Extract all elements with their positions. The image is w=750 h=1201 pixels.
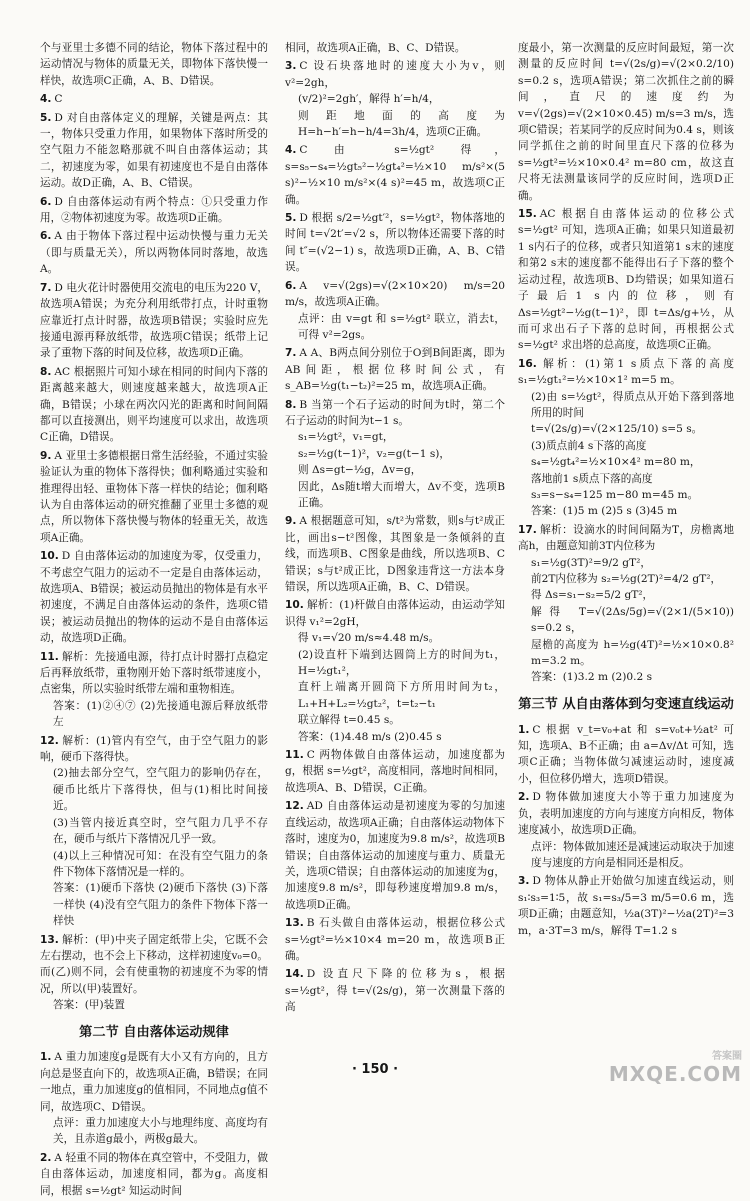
question-number: 11. [285,749,304,762]
answer-text: B 当第一个石子运动的时间为t时，第二个石子运动的时间为t−1 s。 [285,398,505,427]
answer-entry [285,345,505,394]
answer-entry [285,597,505,745]
answer-entry [40,448,268,546]
answer-text: 答案：(1)5 m (2)5 s (3)45 m [531,505,678,518]
answer-text: 点评：物体做加速还是减速运动取决于加速度与速度的方向是相同还是相反。 [531,840,734,869]
answer-text: A 重力加速度g是既有大小又有方向的，且方向总是竖直向下的，故选项A正确，B错误；在同一地点，重力加速度g的值相同，不同地点g值不同，故选项C、D错误。 [40,1051,268,1113]
question-number: 6. [40,230,52,243]
question-number: 16. [518,357,537,370]
answer-entry [40,932,268,1014]
answer-text: A 根据题意可知，s/t²为常数，则s与t²成正比，画出s−t²图像，其图象是一条倾斜的直线，而选项B、C图象是曲线，所以选项B、C错误；s与t²成正比，D图象违背这一方法本身错误，所以选项A正确，B、C、D错误。 [285,515,505,593]
answer-text: D 设直尺下降的位移为s，根据 s=½gt²，得 t=√(2s/g)，第一次测量下落的高 [285,968,505,1014]
answer-text: D 物体从静止开始做匀加速直线运动，则 s₁∶s₃=1∶5，故 s₁=s₃/5=3 m/5=0.6 m，选项D正确；由题意知，½a(3T)²−½a(2T)²=3 m，a·3T=3 m/s，解得 T=1.2 s [518,875,734,937]
answer-text: (3)质点前4 s下落的高度 [531,439,647,452]
answer-text: 则 Δs=gt−½g，Δv=g， [298,464,422,477]
answer-entry [40,194,268,227]
column-1 [40,40,268,1201]
answer-text: C 两物体做自由落体运动，加速度都为g，根据 s=½gt²，高度相同，落地时间相同，故选项A、B、D错误，C正确。 [285,749,505,794]
answer-text: 度最小，第一次测量的反应时间最短，第一次测量的反应时间 t=√(2s/g)=√(2×0.2/10) s=0.2 s，选项A错误；第二次抓住之前的瞬间，直尺的速度约为 v=√(2gs)=√(2×10×0.45) m/s=3 m/s，选项C错误；若某同学的反应时间为0.4 s，则该同学抓住之前的时间里直尺下落的位移为 s=½gt²=½×10×0.4² m=80 cm，故这直尺将无法测量该同学的反应时间，选项D正确。 [518,42,734,202]
answer-text: 点评：由 v=gt 和 s=½gt² 联立，消去t，可得 v²=2gs。 [298,312,505,341]
answer-text: D 根据 s/2=½gt′²，s=½gt²，物体落地的时间 t=√2t′=√2 s，所以物体还需要下落的时间 t″=(√2−1) s，故选项D正确，A、B、C错误。 [285,212,505,274]
answer-text: 点评：重力加速度大小与地理纬度、高度均有关，且赤道g最小，两极g最大。 [53,1117,268,1146]
question-number: 1. [518,723,530,736]
question-number: 9. [40,449,52,462]
answer-text: 解析：(1)第1 s质点下落的高度 s₁=½gt₁²=½×10×1² m=5 m。 [518,357,734,387]
answer-entry [40,364,268,446]
answer-entry [40,280,268,362]
column-2 [285,40,505,1018]
answer-text: 解析：(甲)中夹子固定纸带上尖，它既不会左右摆动，也不会上下移动，这样初速度v₀=0。而(乙)则不同，会有使重物的初速度不为零的情况，所以(甲)装置好。 [40,933,268,995]
answer-entry [518,722,734,788]
answer-text: 答案：(1)4.48 m/s (2)0.45 s [298,730,442,743]
question-number: 7. [285,347,297,360]
question-number: 5. [285,212,297,225]
question-number: 11. [40,650,59,663]
answer-text: A v=√(2gs)=√(2×10×20) m/s=20 m/s，故选项A正确。 [285,279,505,309]
answer-text: 解析：先接通电源，待打点计时器打点稳定后再释放纸带，重物刚开始下落时纸带速度小，点密集，所以实验时纸带左端和重物相连。 [40,650,268,696]
answer-entry [518,356,734,520]
column-3 [518,40,734,941]
answer-text: 相同，故选项A正确，B、C、D错误。 [285,42,466,54]
answer-text: s₄=½gt₄²=½×10×4² m=80 m， [531,456,701,469]
question-number: 4. [285,144,297,157]
answer-text: C 由 s=½gt² 得，s=s₅−s₄=½gt₅²−½gt₄²=½×10 m/s²×(5 s)²−½×10 m/s²×(4 s)²=45 m，故选项C正确。 [285,144,505,206]
answer-entry [285,966,505,1015]
answer-text: 联立解得 t=0.45 s。 [298,714,400,727]
question-number: 10. [285,599,304,612]
page-number: · 150 · [351,1062,399,1077]
question-number: 17. [518,523,537,536]
answer-entry [285,915,505,964]
question-number: 2. [40,1151,52,1164]
answer-text: 个与亚里士多德不同的结论，物体下落过程中的运动情况与物体的质量无关，即物体下落快慢一样快，故选项C正确，A、B、D错误。 [40,42,268,87]
question-number: 6. [40,195,52,208]
answer-entry [518,206,734,354]
answer-entry [40,91,268,107]
answer-entry [285,747,505,796]
answer-text: s₂=½g(t−1)²，v₂=g(t−1 s)， [298,447,451,460]
answer-text: AD 自由落体运动是初速度为零的匀加速直线运动，故选项A正确；自由落体运动物体下落时，速度为0，加速度为9.8 m/s²，故选项B错误；自由落体运动的加速度与重力、质量无关，选项C错误；自由落体运动的加速度为g，加速度9.8 m/s²，即每秒速度增加9.8 m/s，故选项D正确。 [285,800,505,911]
answer-text: 因此，Δs随t增大而增大，Δv不变，选项B正确。 [298,480,505,509]
section-heading: 第三节 从自由落体到匀变速直线运动 [518,696,734,712]
answer-entry [285,210,505,276]
answer-entry [285,142,505,208]
answer-text: 得 v₁=√20 m/s≈4.48 m/s。 [298,632,440,645]
answer-text: (2)设直杆下端到达圆筒上方的时间为t₁，H=½gt₁²， [298,648,505,678]
answer-entry [285,58,505,140]
answer-text: D 自由落体运动有两个特点：①只受重力作用，②物体初速度为零。故选项D正确。 [40,195,268,225]
answer-entry [285,798,505,913]
answer-text: C 设石块落地时的速度大小为v，则 v²=2gh， [285,60,505,89]
question-number: 12. [40,734,59,747]
answer-text: AC 根据自由落体运动的位移公式 s=½gt² 可知，选项A正确；如果只知道最初1 s内石子的位移，或者只知道第1 s末的速度和第2 s末的速度都不能得出石子下落的整个运动过程，故选项B、D均错误；如果知道石子最后1 s内的位移，则有 Δs=½gt²−½g(t−1)²，即 t=Δs/g+½，从而可求出石子下落的总时间，再根据公式 s=½gt² 求出塔的总高度，故选项C正确。 [518,208,734,352]
answer-text: (3)当管内接近真空时，空气阻力几乎不存在，硬币与纸片下落情况几乎一致。 [53,816,268,846]
answer-text: (2)由 s=½gt²，得质点从开始下落到落地所用的时间 [531,390,734,419]
answer-entry [40,649,268,731]
answer-text: D 物体做加速度大小等于重力加速度为负，表明加速度的方向与速度方向相反，物体速度减小，故选项D正确。 [518,791,734,837]
answer-text: C 根据 v_t=v₀+at 和 s=v₀t+½at² 可知，选项A、B不正确；由 a=Δv/Δt 可知，选项C正确；当物体做匀减速运动时，速度减小，但位移仍增大，选项D错误。 [518,723,734,785]
question-number: 3. [518,875,530,888]
answer-entry [285,278,505,344]
answer-text: B 石头做自由落体运动，根据位移公式 s=½gt²=½×10×4 m=20 m，故选项B正确。 [285,917,505,962]
answer-text: C [54,93,63,106]
question-number: 15. [518,208,537,221]
answer-text: 得 Δs=s₁−s₂=5/2 gT²， [531,589,654,602]
answer-entry [285,40,505,56]
question-number: 5. [40,111,52,124]
answer-text: 解析：(1)杆做自由落体运动，由运动学知识得 v₁²=2gH， [285,599,505,628]
section-heading: 第二节 自由落体运动规律 [79,1024,229,1040]
answer-entry [518,40,734,204]
question-number: 10. [40,550,59,563]
answer-text: 解析：(1)管内有空气，由于空气阻力的影响，硬币下落得快。 [40,734,268,764]
question-number: 13. [285,917,304,930]
answer-text: A 由于物体下落过程中运动快慢与重力无关（即与质量无关），所以两物体同时落地，故选A。 [40,230,268,276]
answer-text: D 电火花计时器使用交流电的电压为220 V，故选项A错误；为充分利用纸带打点，计时重物应靠近打点计时器，故选项B错误；实验时应先接通电源再释放纸带，故选项C错误；纸带上记录了重物下落的时间及位移，故选项D正确。 [40,281,268,360]
answer-text: AC 根据照片可知小球在相同的时间内下落的距离越来越大，则速度越来越大，故选项A正确，B错误；小球在两次闪光的距离和时间间隔都可以直接测出，则平均速度可以求出，故选项C正确，D错误。 [40,365,268,444]
watermark-logo [609,1047,742,1086]
answer-text: 解得 T=√(2Δs/5g)=√(2×1/(5×10)) s=0.2 s， [531,605,734,635]
question-number: 6. [285,279,297,292]
answer-text: s₁=½g(3T)²=9/2 gT²， [531,556,651,569]
watermark-text: MXQE.COM [608,1062,742,1086]
answer-text: (2)抽去部分空气，空气阻力的影响仍存在，硬币比纸片下落得快，但与(1)相比时间接近。 [53,767,268,813]
answer-text: 解析：设滴水的时间间隔为T，房檐离地高h，由题意知前3T内位移为 [518,523,734,553]
answer-text: s₃=s−s₄=125 m−80 m=45 m。 [531,488,699,501]
question-number: 8. [40,365,52,378]
answer-entry [518,789,734,871]
answer-text: 答案：(甲)装置 [53,999,125,1012]
answer-text: D 自由落体运动的加速度为零，仅受重力，不考虑空气阻力的运动不一定是自由落体运动，故选项A、B错误；被运动员抛出的物体是有水平初速度，不满足自由落体运动的条件，选项C错误；被运动员抛出的物体的运动不是自由落体运动，故选项D正确。 [40,550,268,645]
question-number: 12. [285,800,304,813]
answer-text: 答案：(1)3.2 m (2)0.2 s [531,671,653,684]
answer-text: (v/2)²=2gh′，解得 h′=h/4， [298,93,440,106]
answer-entry [285,397,505,512]
answer-text: 答案：(1)②④⑦ (2)先接通电源后释放纸带 左 [53,699,268,729]
answer-text: 前2T内位移为 s₂=½g(2T)²=4/2 gT²， [531,573,722,585]
answer-text: D 对自由落体定义的理解，关键是两点：其一，物体只受重力作用，如果物体下落时所受的空气阻力不能忽略那就不叫自由落体运动；其二，初速度为零，如果有初速度也不是自由落体运动。故D正确，A、B、C错误。 [40,111,268,190]
answer-entry [285,513,505,595]
question-number: 2. [518,791,530,804]
question-number: 13. [40,933,59,946]
answer-text: 落地前1 s质点下落的高度 [531,472,653,485]
question-number: 14. [285,968,304,981]
question-number: 1. [40,1051,52,1064]
answer-text: 屋檐的高度为 h=½g(4T)²=½×10×0.8² m=3.2 m。 [531,638,734,668]
answer-entry [40,733,268,930]
answer-text: 答案：(1)硬币下落快 (2)硬币下落快 (3)下落一样快 (4)没有空气阻力的条件下物体下落一样快 [53,882,268,928]
answer-text: 直杆上端离开圆筒下方所用时间为t₂，L₁+H+L₂=½gt₂²，t=t₂−t₁ [298,681,505,710]
question-number: 8. [285,398,297,411]
answer-text: A 轻重不同的物体在真空管中，不受阻力，做自由落体运动，加速度相同，都为g。高度相同，根据 s=½gt² 知运动时间 [40,1151,268,1197]
answer-entry [40,110,268,192]
watermark-sub: 答案圈 [712,1051,742,1062]
question-number: 4. [40,93,52,106]
answer-text: A 亚里士多德根据日常生活经验，不通过实验验证认为重的物体下落得快；伽利略通过实验和推理得出轻、重物体下落一样快的结论；伽利略认为自由落体运动的研究推翻了亚里士多德的观点，所以物体下落快慢与物体的轻重无关，故选项A正确。 [40,449,268,544]
answer-entry [40,548,268,646]
answer-entry [518,522,734,686]
question-number: 9. [285,515,297,528]
answer-entry [40,228,268,277]
answer-entry [40,1150,268,1199]
answer-entry [40,40,268,89]
answer-text: s₁=½gt²，v₁=gt， [298,431,394,444]
answer-text: A A、B两点间分别位于O到B间距离，即为AB间距，根据位移时间公式，有 s_AB=½g(t₁−t₂)²=25 m，故选项A正确。 [285,347,505,393]
question-number: 3. [285,60,297,73]
answer-text: (4)以上三种情况可知：在没有空气阻力的条件下物体下落情况是一样的。 [53,849,268,878]
question-number: 7. [40,281,52,294]
answer-text: t=√(2s/g)=√(2×125/10) s=5 s。 [531,423,703,436]
answer-entry [518,873,734,939]
answer-text: 则距地面的高度为 H=h−h′=h−h/4=3h/4，选项C正确。 [298,109,505,139]
